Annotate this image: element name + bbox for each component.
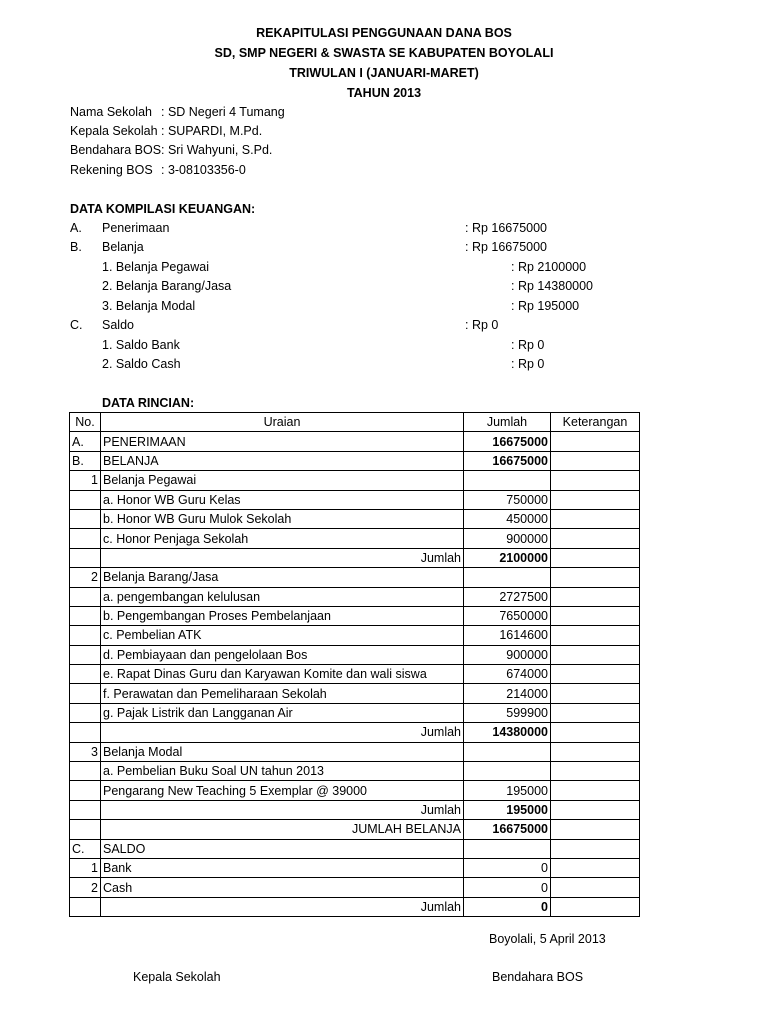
cell-jumlah	[464, 839, 551, 858]
cell-uraian: BELANJA	[101, 451, 464, 470]
table-row	[70, 626, 640, 645]
belanja-label: Belanja	[102, 240, 144, 254]
table-row	[70, 703, 640, 722]
saldo-code: C.	[70, 318, 83, 332]
cell-uraian: a. pengembangan kelulusan	[101, 587, 464, 606]
cell-jumlah: 900000	[464, 645, 551, 664]
cell-uraian: Jumlah	[101, 723, 464, 742]
cell-keterangan	[551, 509, 640, 528]
report-period: TRIWULAN I (JANUARI-MARET)	[289, 66, 479, 80]
cell-keterangan	[551, 762, 640, 781]
cell-keterangan	[551, 820, 640, 839]
cell-keterangan	[551, 451, 640, 470]
cell-jumlah: 195000	[464, 800, 551, 819]
table-row	[70, 432, 640, 451]
cell-uraian: c. Pembelian ATK	[101, 626, 464, 645]
cell-jumlah: 1614600	[464, 626, 551, 645]
cell-keterangan	[551, 878, 640, 897]
cell-keterangan	[551, 781, 640, 800]
cell-uraian: Belanja Modal	[101, 742, 464, 761]
cell-uraian: b. Pengembangan Proses Pembelanjaan	[101, 606, 464, 625]
cell-no	[70, 800, 101, 819]
saldo-bank-label: 1. Saldo Bank	[102, 338, 180, 352]
cell-uraian: a. Pembelian Buku Soal UN tahun 2013	[101, 762, 464, 781]
value-kepala-sekolah: : SUPARDI, M.Pd.	[161, 124, 263, 138]
cell-jumlah: 674000	[464, 665, 551, 684]
cell-jumlah: 2727500	[464, 587, 551, 606]
table-row	[70, 839, 640, 858]
rincian-table-body	[70, 413, 640, 917]
table-row	[70, 762, 640, 781]
cell-uraian: Cash	[101, 878, 464, 897]
table-row	[70, 548, 640, 567]
cell-jumlah	[464, 568, 551, 587]
cell-jumlah: 16675000	[464, 451, 551, 470]
cell-jumlah: 16675000	[464, 820, 551, 839]
cell-uraian: Bank	[101, 858, 464, 877]
cell-jumlah: 0	[464, 897, 551, 916]
saldo-cash-label: 2. Saldo Cash	[102, 357, 181, 371]
table-row	[70, 587, 640, 606]
cell-uraian: g. Pajak Listrik dan Langganan Air	[101, 703, 464, 722]
cell-uraian: c. Honor Penjaga Sekolah	[101, 529, 464, 548]
penerimaan-label: Penerimaan	[102, 221, 170, 235]
cell-jumlah	[464, 762, 551, 781]
cell-keterangan	[551, 703, 640, 722]
table-row	[70, 568, 640, 587]
cell-jumlah: 599900	[464, 703, 551, 722]
belanja-modal-value: : Rp 195000	[511, 299, 580, 313]
table-row	[70, 606, 640, 625]
cell-no	[70, 762, 101, 781]
label-bendahara: Bendahara BOS	[70, 143, 162, 157]
label-rekening: Rekening BOS	[70, 163, 153, 177]
cell-keterangan	[551, 432, 640, 451]
kompilasi-heading: DATA KOMPILASI KEUANGAN:	[70, 202, 256, 216]
cell-keterangan	[551, 645, 640, 664]
cell-uraian: Jumlah	[101, 548, 464, 567]
saldo-value: : Rp 0	[465, 318, 499, 332]
cell-no: 3	[70, 742, 101, 761]
cell-no	[70, 781, 101, 800]
belanja-value: : Rp 16675000	[465, 240, 548, 254]
cell-no	[70, 897, 101, 916]
cell-uraian: Belanja Barang/Jasa	[101, 568, 464, 587]
col-header-no: No.	[70, 413, 101, 432]
cell-no: C.	[70, 839, 101, 858]
cell-keterangan	[551, 800, 640, 819]
table-row	[70, 858, 640, 877]
cell-no	[70, 587, 101, 606]
belanja-barang-value: : Rp 14380000	[511, 279, 594, 293]
cell-no	[70, 645, 101, 664]
cell-uraian: Belanja Pegawai	[101, 471, 464, 490]
cell-keterangan	[551, 548, 640, 567]
cell-keterangan	[551, 606, 640, 625]
cell-no	[70, 490, 101, 509]
table-row	[70, 878, 640, 897]
place-date: Boyolali, 5 April 2013	[489, 932, 606, 946]
table-row	[70, 645, 640, 664]
table-row	[70, 451, 640, 470]
table-row	[70, 529, 640, 548]
table-row	[70, 490, 640, 509]
saldo-cash-value: : Rp 0	[511, 357, 545, 371]
cell-uraian: b. Honor WB Guru Mulok Sekolah	[101, 509, 464, 528]
cell-jumlah	[464, 742, 551, 761]
cell-uraian: SALDO	[101, 839, 464, 858]
report-year: TAHUN 2013	[346, 86, 422, 100]
cell-keterangan	[551, 490, 640, 509]
table-row	[70, 723, 640, 742]
report-title: REKAPITULASI PENGGUNAAN DANA BOS	[256, 26, 512, 40]
cell-uraian: Jumlah	[101, 897, 464, 916]
cell-uraian: PENERIMAAN	[101, 432, 464, 451]
table-row	[70, 742, 640, 761]
signature-left-title: Kepala Sekolah	[133, 970, 221, 984]
rincian-table	[69, 412, 640, 917]
table-row	[70, 471, 640, 490]
saldo-bank-value: : Rp 0	[511, 338, 545, 352]
cell-jumlah: 900000	[464, 529, 551, 548]
value-rekening: : 3-08103356-0	[161, 163, 246, 177]
cell-no	[70, 529, 101, 548]
cell-jumlah: 450000	[464, 509, 551, 528]
cell-keterangan	[551, 471, 640, 490]
value-bendahara: : Sri Wahyuni, S.Pd.	[161, 143, 273, 157]
cell-uraian: Pengarang New Teaching 5 Exemplar @ 39000	[101, 781, 464, 800]
col-header-keterangan: Keterangan	[551, 413, 640, 432]
cell-uraian: JUMLAH BELANJA	[101, 820, 464, 839]
penerimaan-code: A.	[70, 221, 82, 235]
cell-no	[70, 626, 101, 645]
cell-no	[70, 509, 101, 528]
value-nama-sekolah: : SD Negeri 4 Tumang	[161, 105, 285, 119]
cell-keterangan	[551, 839, 640, 858]
cell-uraian: e. Rapat Dinas Guru dan Karyawan Komite dan wali siswa	[101, 665, 464, 684]
cell-jumlah: 14380000	[464, 723, 551, 742]
belanja-pegawai-value: : Rp 2100000	[511, 260, 587, 274]
report-subtitle: SD, SMP NEGERI & SWASTA SE KABUPATEN BOYOLALI	[214, 46, 554, 60]
cell-keterangan	[551, 626, 640, 645]
col-header-uraian: Uraian	[101, 413, 464, 432]
cell-no	[70, 703, 101, 722]
cell-keterangan	[551, 723, 640, 742]
cell-uraian: a. Honor WB Guru Kelas	[101, 490, 464, 509]
cell-jumlah: 0	[464, 858, 551, 877]
cell-no: A.	[70, 432, 101, 451]
cell-keterangan	[551, 742, 640, 761]
label-kepala-sekolah: Kepala Sekolah	[70, 124, 158, 138]
rincian-heading: DATA RINCIAN:	[102, 396, 195, 410]
signature-right-title: Bendahara BOS	[492, 970, 584, 984]
cell-jumlah: 214000	[464, 684, 551, 703]
table-row	[70, 684, 640, 703]
table-row	[70, 800, 640, 819]
belanja-modal-label: 3. Belanja Modal	[102, 299, 196, 313]
cell-no: 2	[70, 568, 101, 587]
table-row	[70, 897, 640, 916]
table-row	[70, 509, 640, 528]
cell-no	[70, 820, 101, 839]
cell-jumlah	[464, 471, 551, 490]
cell-no	[70, 723, 101, 742]
cell-jumlah: 16675000	[464, 432, 551, 451]
cell-uraian: f. Perawatan dan Pemeliharaan Sekolah	[101, 684, 464, 703]
table-row	[70, 665, 640, 684]
cell-keterangan	[551, 568, 640, 587]
cell-keterangan	[551, 529, 640, 548]
cell-uraian: Jumlah	[101, 800, 464, 819]
saldo-label: Saldo	[102, 318, 134, 332]
table-header-row	[70, 413, 640, 432]
col-header-jumlah: Jumlah	[464, 413, 551, 432]
cell-keterangan	[551, 587, 640, 606]
belanja-code: B.	[70, 240, 82, 254]
cell-uraian: d. Pembiayaan dan pengelolaan Bos	[101, 645, 464, 664]
cell-keterangan	[551, 897, 640, 916]
cell-keterangan	[551, 684, 640, 703]
label-nama-sekolah: Nama Sekolah	[70, 105, 152, 119]
cell-no	[70, 665, 101, 684]
belanja-barang-label: 2. Belanja Barang/Jasa	[102, 279, 232, 293]
table-row	[70, 820, 640, 839]
table-row	[70, 781, 640, 800]
cell-jumlah: 7650000	[464, 606, 551, 625]
belanja-pegawai-label: 1. Belanja Pegawai	[102, 260, 210, 274]
cell-jumlah: 2100000	[464, 548, 551, 567]
penerimaan-value: : Rp 16675000	[465, 221, 548, 235]
cell-jumlah: 0	[464, 878, 551, 897]
cell-keterangan	[551, 858, 640, 877]
cell-jumlah: 195000	[464, 781, 551, 800]
cell-no: B.	[70, 451, 101, 470]
cell-no: 1	[70, 858, 101, 877]
cell-no: 2	[70, 878, 101, 897]
cell-keterangan	[551, 665, 640, 684]
cell-no	[70, 684, 101, 703]
cell-jumlah: 750000	[464, 490, 551, 509]
cell-no	[70, 548, 101, 567]
cell-no: 1	[70, 471, 101, 490]
cell-no	[70, 606, 101, 625]
